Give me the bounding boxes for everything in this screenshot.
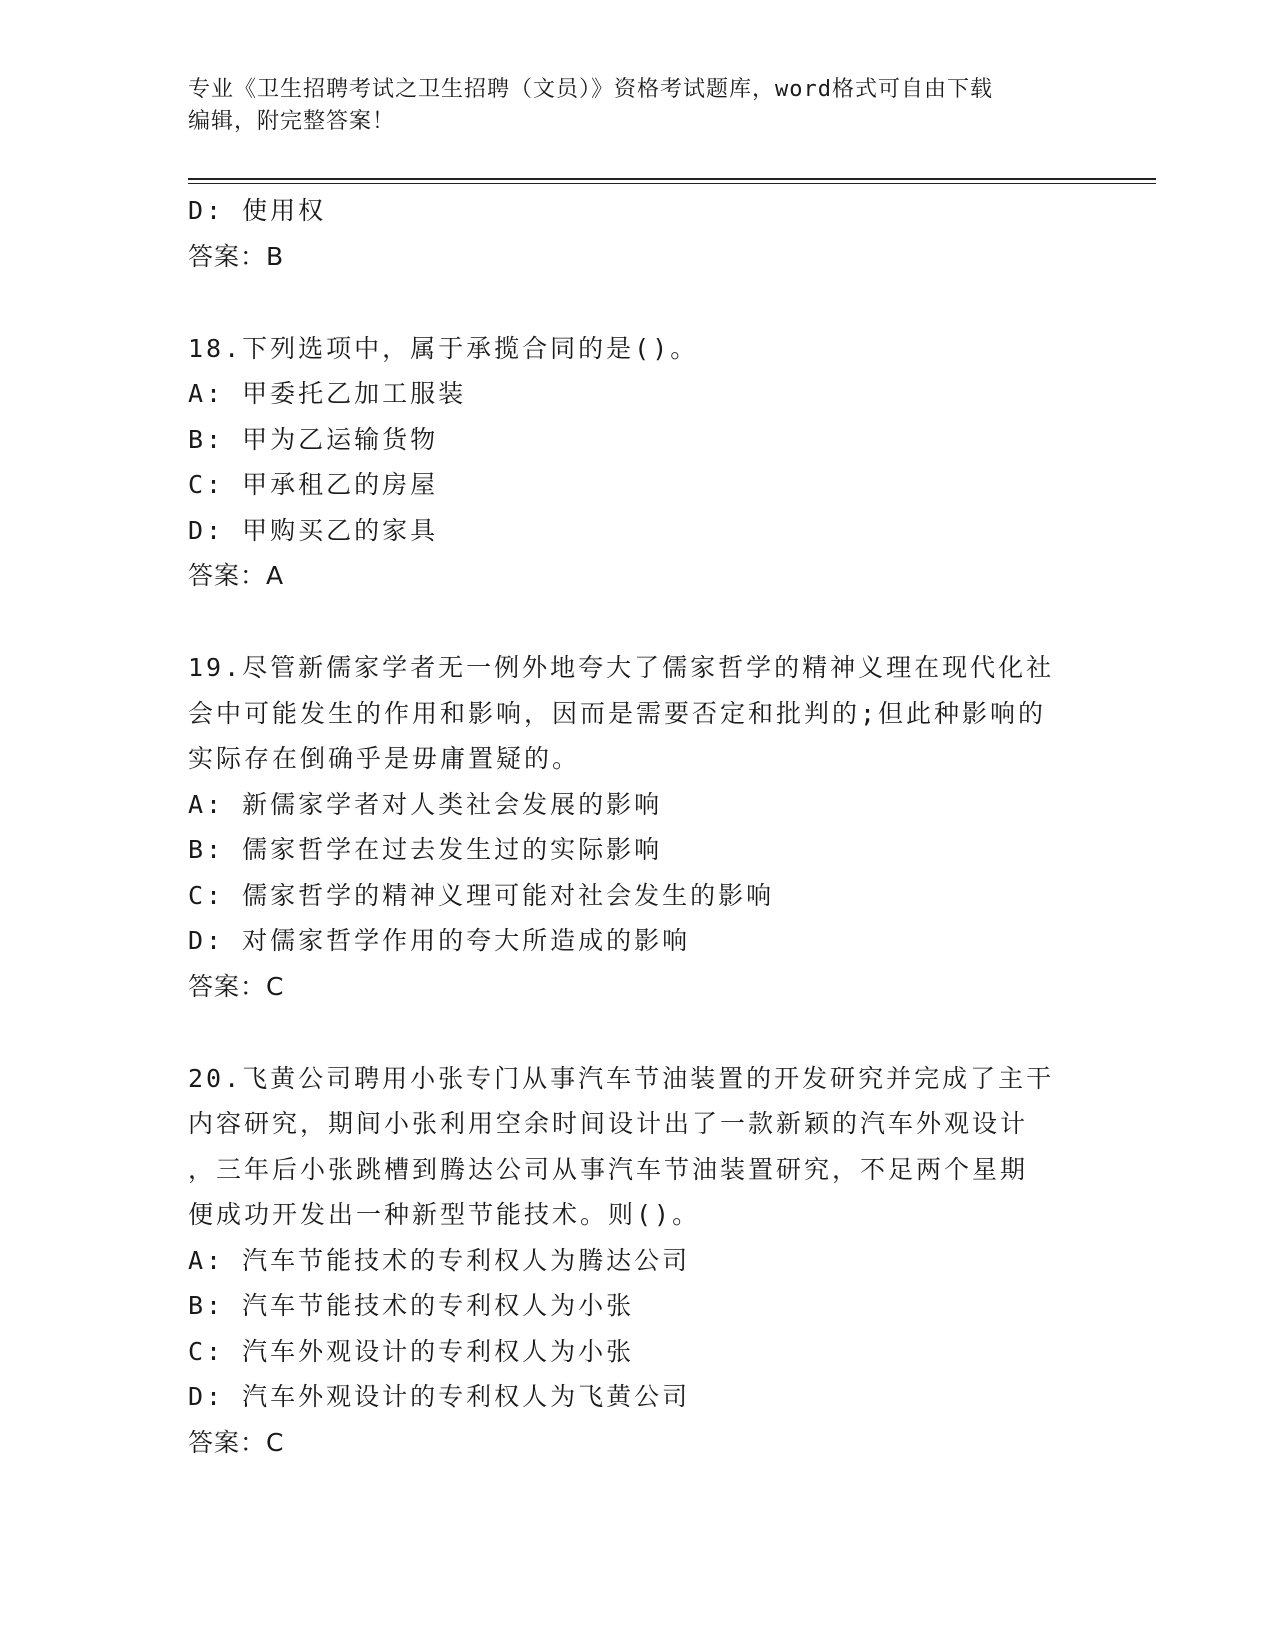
option-b: B: 汽车节能技术的专利权人为小张 <box>188 1291 635 1320</box>
header-rule-thin <box>188 183 1156 184</box>
question-stem <box>188 645 1088 782</box>
option-b: B: 甲为乙运输货物 <box>188 424 439 454</box>
option-a: A: 汽车节能技术的专利权人为腾达公司 <box>188 1245 691 1275</box>
option-c: C: 儒家哲学的精神义理可能对社会发生的影响 <box>188 880 775 910</box>
spacer <box>188 280 1088 326</box>
question-stem <box>188 326 1088 372</box>
stem-line: 内容研究，期间小张利用空余时间设计出了一款新颖的汽车外观设计 <box>188 1109 1029 1138</box>
option-d: D: 对儒家哲学作用的夸大所造成的影响 <box>188 926 691 955</box>
stem-line: 实际存在倒确乎是毋庸置疑的。 <box>188 744 581 773</box>
stem-line: 20.飞黄公司聘用小张专门从事汽车节油装置的开发研究并完成了主干 <box>188 1063 1055 1093</box>
answer-line: 答案：B <box>188 241 285 271</box>
option-d: D: 甲购买乙的家具 <box>188 515 439 545</box>
option-a: A: 新儒家学者对人类社会发展的影响 <box>188 789 663 819</box>
document-header <box>188 74 1068 138</box>
spacer <box>188 599 1088 645</box>
spacer <box>188 1010 1088 1056</box>
option-d: D: 汽车外观设计的专利权人为飞黄公司 <box>188 1382 691 1411</box>
answer-line: 答案：C <box>188 1427 285 1457</box>
question-stem <box>188 1056 1088 1238</box>
header-rule-thick <box>188 178 1156 180</box>
header-line-2: 编辑，附完整答案！ <box>188 109 396 134</box>
stem-line: 会中可能发生的作用和影响，因而是需要否定和批判的;但此种影响的 <box>188 698 1047 728</box>
answer-line: 答案：A <box>188 561 285 590</box>
option-c: C: 甲承租乙的房屋 <box>188 470 439 499</box>
stem-line: 19.尽管新儒家学者无一例外地夸大了儒家哲学的精神义理在现代化社 <box>188 653 1055 682</box>
stem-line: 便成功开发出一种新型节能技术。则()。 <box>188 1200 701 1229</box>
question-list <box>188 188 1088 1466</box>
stem-line: ，三年后小张跳槽到腾达公司从事汽车节油装置研究，不足两个星期 <box>188 1154 1029 1184</box>
question-19 <box>188 645 1088 1010</box>
stem-line: 18.下列选项中，属于承揽合同的是()。 <box>188 333 699 363</box>
question-20 <box>188 1056 1088 1466</box>
answer-line: 答案：C <box>188 971 285 1001</box>
option-b: B: 儒家哲学在过去发生过的实际影响 <box>188 835 663 864</box>
option-d: D: 使用权 <box>188 196 327 225</box>
question-18 <box>188 326 1088 600</box>
option-c: C: 汽车外观设计的专利权人为小张 <box>188 1336 635 1366</box>
option-a: A: 甲委托乙加工服装 <box>188 379 467 408</box>
header-line-1: 专业《卫生招聘考试之卫生招聘（文员）》资格考试题库，word格式可自由下载 <box>188 77 993 102</box>
